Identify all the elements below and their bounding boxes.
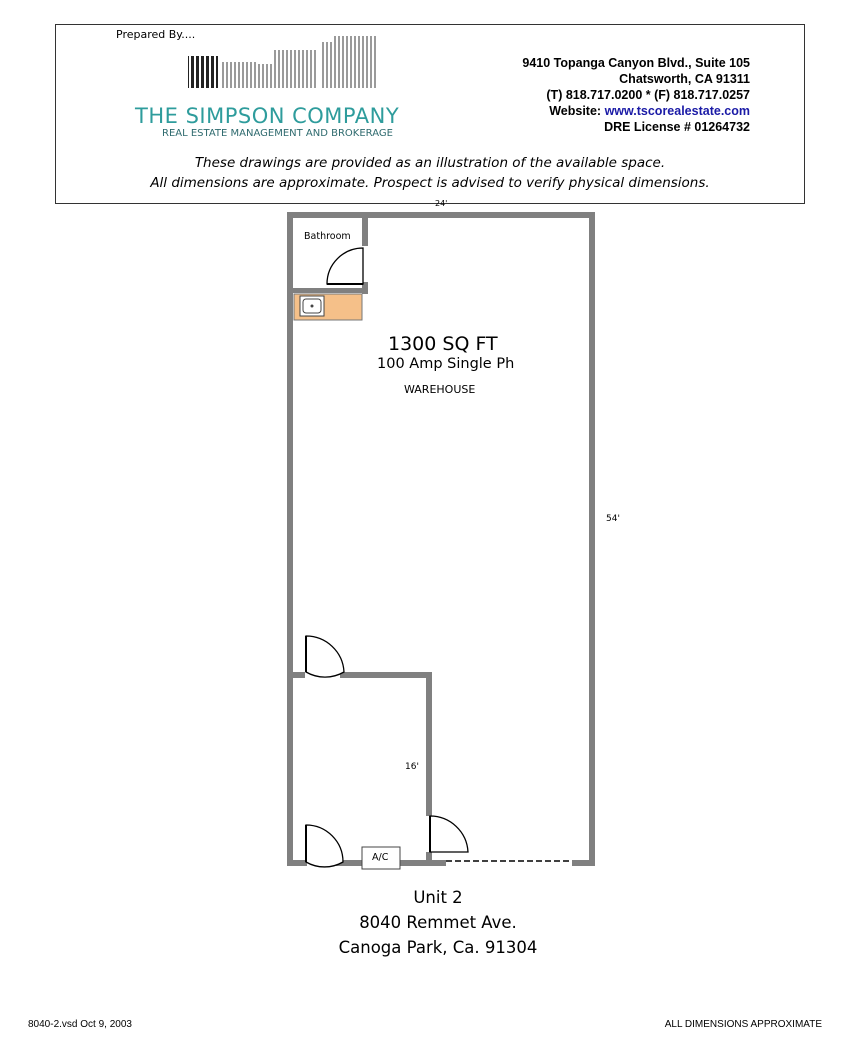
office-entry-door-swing: [306, 825, 343, 867]
office-wall-left-stub: [293, 672, 305, 678]
width-dimension: 24': [435, 199, 448, 208]
disclaimer-line-1: These drawings are provided as an illustration of the available space.: [194, 155, 666, 171]
dimensions-note: ALL DIMENSIONS APPROXIMATE: [664, 1019, 822, 1030]
city-address: Canoga Park, Ca. 91304: [338, 938, 538, 957]
depth-dimension: 54': [606, 514, 620, 524]
bottom-wall-mid2: [400, 860, 446, 866]
address-line-2: Chatsworth, CA 91311: [619, 72, 750, 86]
bathroom-label: Bathroom: [304, 231, 351, 242]
office-wall-right-stub: [426, 852, 432, 866]
bathroom-wall-bottom: [293, 288, 368, 293]
company-name: THE SIMPSON COMPANY: [135, 104, 400, 128]
phone-line: (T) 818.717.0200 * (F) 818.717.0257: [546, 88, 750, 102]
area-label: 1300 SQ FT: [388, 333, 498, 355]
license-line: DRE License # 01264732: [604, 120, 750, 134]
disclaimer-line-2: All dimensions are approximate. Prospect is advised to verify physical dimensions.: [150, 175, 710, 191]
power-label: 100 Amp Single Ph: [377, 356, 515, 372]
bathroom-door-swing: [327, 248, 363, 284]
warehouse-door-swing: [430, 816, 468, 852]
street-address: 8040 Remmet Ave.: [359, 913, 517, 932]
ac-label: A/C: [372, 852, 389, 863]
office-wall-right: [426, 672, 432, 816]
warehouse-label: WAREHOUSE: [404, 383, 476, 396]
bottom-wall-right: [572, 860, 595, 866]
office-door-swing: [306, 636, 344, 677]
right-wall: [589, 212, 595, 866]
left-wall: [287, 212, 293, 866]
company-tagline: REAL ESTATE MANAGEMENT AND BROKERAGE: [162, 128, 393, 139]
address-line-1: 9410 Topanga Canyon Blvd., Suite 105: [522, 56, 750, 70]
bottom-wall-left: [287, 860, 307, 866]
website-label: Website:: [549, 104, 602, 118]
bathroom-wall-upper: [362, 218, 368, 246]
top-wall: [287, 212, 595, 218]
unit-label: Unit 2: [413, 888, 463, 907]
office-dimension: 16': [405, 762, 419, 772]
prepared-by-label: Prepared By....: [116, 28, 196, 41]
office-wall-top: [340, 672, 432, 678]
file-info: 8040-2.vsd Oct 9, 2003: [28, 1019, 132, 1030]
website-link[interactable]: www.tscorealestate.com: [604, 104, 750, 118]
